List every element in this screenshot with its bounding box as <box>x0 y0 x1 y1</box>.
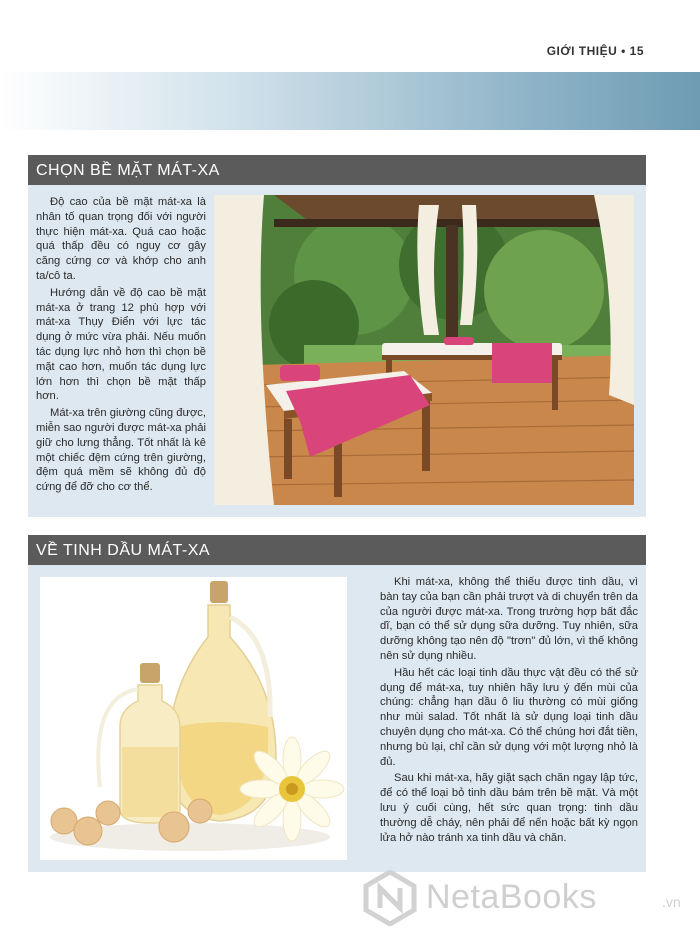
paragraph: Hầu hết các loại tinh dầu thực vật đều có thể sử dụng để mát-xa, tuy nhiên hãy lưu ý đến mùi của chúng: chẳng hạn dầu ô liu thường có mùi giống như mùi salad. Tốt nhất là sử dụng loại tinh dầu chuyên dụng cho mát-xa. Có thể chúng hơi đắt tiền, nhưng bù lại, chỉ cần sử dụng với một lượng nhỏ là đủ. <box>380 666 638 768</box>
header-band <box>0 72 700 130</box>
paragraph: Hướng dẫn về độ cao bề mặt mát-xa ở trang 12 phù hợp với mát-xa Thụy Điển với lực tác dụng ở mức vừa phải. Nếu muốn tác dụng lực nhỏ hơn thì chọn bề mặt cao hơn, muốn tác dụng lực lớn hơn thì chọn bề mặt thấp hơn. <box>36 286 206 403</box>
paragraph: Sau khi mát-xa, hãy giặt sạch chăn ngay lập tức, để có thể loại bỏ tinh dầu bám trên bề mặt. Và một lưu ý cuối cùng, hết sức quan trọng: tinh dầu thường dễ cháy, nên phải để nến hoặc bất kỳ ngọn lửa hở nào tránh xa tinh dầu và chăn. <box>380 772 638 844</box>
paragraph: Độ cao của bề mặt mát-xa là nhân tố quan trọng đối với người thực hiện mát-xa. Quá cao hoặc quá thấp đều có nguy cơ gây căng cứng cơ và khớp cho anh ta/cô ta. <box>36 196 206 282</box>
running-head: GIỚI THIỆU • 15 <box>546 44 644 58</box>
section-massage-oil <box>28 535 646 872</box>
watermark-tld: .vn <box>662 894 681 910</box>
section-title: CHỌN BỀ MẶT MÁT-XA <box>28 155 646 185</box>
oil-bottles-photo <box>40 577 347 860</box>
paragraph: Mát-xa trên giường cũng được, miễn sao người được mát-xa phải giữ cho lưng thẳng. Tốt nhất là kê một chiếc đệm cứng trên giường, đệm quá mềm sẽ không đủ độ cứng để đỡ cho cơ thể. <box>36 407 206 494</box>
netabooks-logo-icon <box>362 870 418 926</box>
massage-tables-photo <box>214 195 634 505</box>
section-text <box>36 195 206 497</box>
section-title: VỀ TINH DẦU MÁT-XA <box>28 535 646 565</box>
section-text <box>380 575 638 847</box>
watermark-brand: NetaBooks <box>426 878 597 916</box>
paragraph: Khi mát-xa, không thể thiếu được tinh dầu, vì bàn tay của bạn cần phải trượt và di chuyển trên da của người được mát-xa. Trong trường hợp bất đắc dĩ, bạn có thể sử dụng sữa dưỡng. Tuy nhiên, sữa dưỡng không tạo nên độ "trơn" đủ lớn, vì thế không nên sử dụng nhiều. <box>380 576 638 662</box>
section-choose-surface <box>28 155 646 517</box>
watermark <box>362 868 692 928</box>
